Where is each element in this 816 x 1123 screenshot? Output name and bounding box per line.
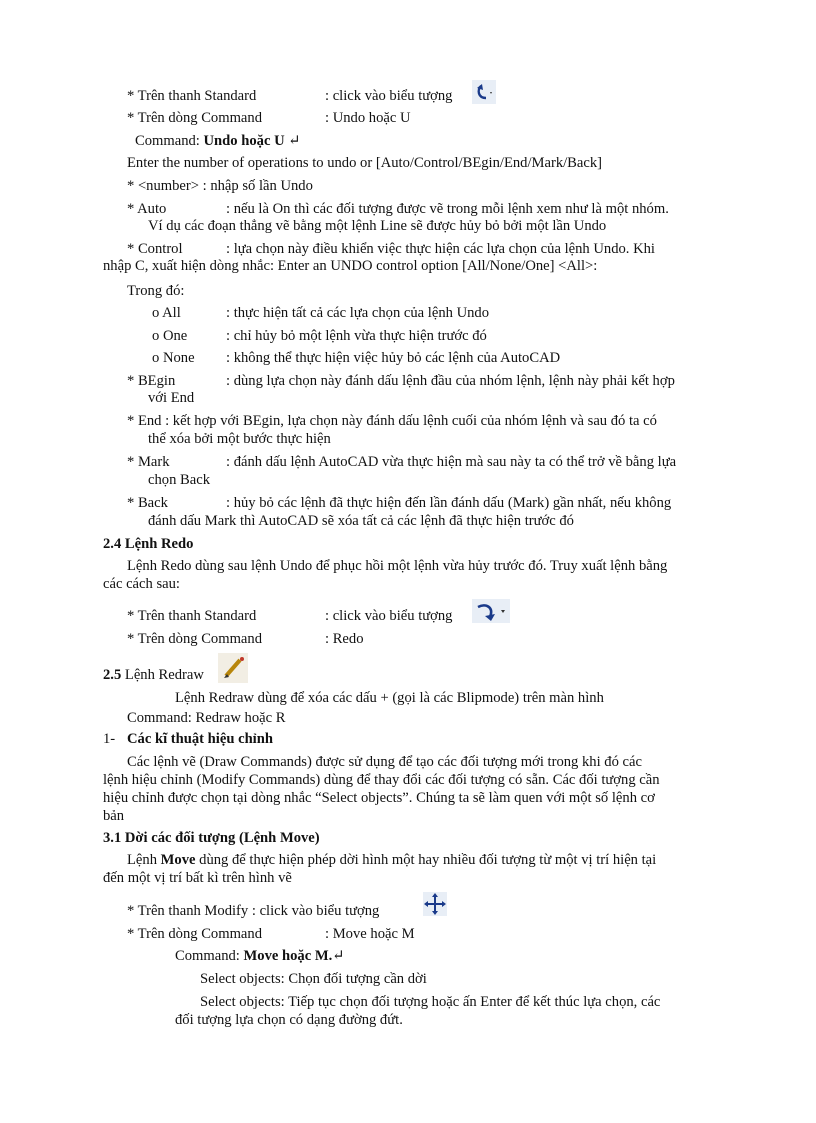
option-back-desc: : hủy bỏ các lệnh đã thực hiện đến lần đánh dấu (Mark) gần nhất, nếu không xyxy=(226,495,672,511)
modify-toolbar-line: * Trên thanh Modify : click vào biểu tượng xyxy=(127,903,380,919)
option-auto-desc-2: Ví dụ các đoạn thẳng vẽ bằng một lệnh Line sẽ được hủy bỏ bởi một lần Undo xyxy=(148,218,607,234)
sub-option-one-desc: : chỉ hủy bỏ một lệnh vừa thực hiện trước đó xyxy=(226,328,487,344)
section-title: Các kĩ thuật hiệu chỉnh xyxy=(127,731,273,747)
redraw-pencil-icon xyxy=(218,653,248,683)
option-end: * End : kết hợp với BEgin, lựa chọn này đánh dấu lệnh cuối của nhóm lệnh và sau đó ta có xyxy=(127,413,657,429)
redo-heading: 2.4 Lệnh Redo xyxy=(103,536,194,552)
section-number: 1- xyxy=(103,731,116,747)
sub-option-all: o All xyxy=(152,305,181,321)
option-auto-desc: : nếu là On thì các đối tượng được vẽ trong mỗi lệnh xem như là một nhóm. xyxy=(226,201,669,217)
command-line: * Trên dòng Command xyxy=(127,110,263,126)
standard-toolbar-value: : click vào biểu tượng xyxy=(325,88,453,104)
command-value: : Undo hoặc U xyxy=(325,110,411,126)
modify-paragraph-2: lệnh hiệu chỉnh (Modify Commands) dùng để thay đổi các đối tượng có sẵn. Các đối tượng cần xyxy=(103,772,660,788)
undo-command: Command: Undo hoặc U ↵ xyxy=(135,133,301,149)
modify-paragraph-1: Các lệnh vẽ (Draw Commands) được sử dụng để tạo các đối tượng mới trong khi đó các xyxy=(127,754,642,770)
select-objects-2: Select objects: Tiếp tục chọn đối tượng hoặc ấn Enter để kết thúc lựa chọn, các xyxy=(200,994,661,1010)
undo-prompt: Enter the number of operations to undo or [Auto/Control/BEgin/End/Mark/Back] xyxy=(127,155,603,171)
enter-key-icon: ↵ xyxy=(332,948,345,964)
redo-standard-value: : click vào biểu tượng xyxy=(325,608,453,624)
redo-paragraph: Lệnh Redo dùng sau lệnh Undo để phục hồi một lệnh vừa hủy trước đó. Truy xuất lệnh bằng xyxy=(127,558,668,574)
sub-option-none: o None xyxy=(152,350,195,366)
redraw-description: Lệnh Redraw dùng để xóa các dấu + (gọi là các Blipmode) trên màn hình xyxy=(175,690,604,706)
modify-paragraph-3: hiệu chỉnh được chọn tại dòng nhắc “Select objects”. Chúng ta sẽ làm quen với một số lệnh cơ xyxy=(103,790,655,806)
option-back-key: * Back xyxy=(127,495,168,511)
option-begin-key: * BEgin xyxy=(127,373,176,389)
undo-arrow-icon xyxy=(472,80,496,104)
select-objects-2b: đối tượng lựa chọn có dạng đường đứt. xyxy=(175,1012,403,1028)
option-control-desc: : lựa chọn này điều khiển việc thực hiện các lựa chọn của lệnh Undo. Khi xyxy=(226,241,655,257)
modify-paragraph-4: bản xyxy=(103,808,125,824)
standard-toolbar-line xyxy=(127,88,256,105)
option-mark-desc: : đánh dấu lệnh AutoCAD vừa thực hiện mà sau này ta có thể trở về bằng lựa xyxy=(226,454,677,470)
move-paragraph: Lệnh Move dùng để thực hiện phép dời hình một hay nhiều đối tượng từ một vị trí hiện tại xyxy=(127,852,657,868)
redo-paragraph-2: các cách sau: xyxy=(103,576,180,592)
option-end-2: thể xóa bởi một bước thực hiện xyxy=(148,431,331,447)
move-command-line: * Trên dòng Command xyxy=(127,926,263,942)
option-begin-desc: : dùng lựa chọn này đánh dấu lệnh đầu của nhóm lệnh, lệnh này phải kết hợp xyxy=(226,373,675,389)
sub-option-all-desc: : thực hiện tất cả các lựa chọn của lệnh Undo xyxy=(226,305,489,321)
sub-option-one: o One xyxy=(152,328,188,344)
redo-command-line: * Trên dòng Command xyxy=(127,631,263,647)
option-mark-desc-2: chọn Back xyxy=(148,472,211,488)
select-objects-1: Select objects: Chọn đối tượng cần dời xyxy=(200,971,427,987)
option-begin-desc-2: với End xyxy=(148,390,195,406)
move-command: Command: Move hoặc M.↵ xyxy=(175,948,345,964)
redo-arrow-icon xyxy=(472,599,510,623)
redraw-heading: 2.5 Lệnh Redraw xyxy=(103,667,204,683)
enter-key-icon: ↵ xyxy=(288,133,301,149)
option-control-key: * Control xyxy=(127,241,183,257)
option-mark-key: * Mark xyxy=(127,454,170,470)
option-number: * <number> : nhập số lần Undo xyxy=(127,178,313,194)
option-back-desc-2: đánh dấu Mark thì AutoCAD sẽ xóa tất cả các lệnh đã thực hiện trước đó xyxy=(148,513,574,529)
option-control-desc-2: nhập C, xuất hiện dòng nhắc: Enter an UNDO control option [All/None/One] <All>: xyxy=(103,258,598,274)
redraw-command: Command: Redraw hoặc R xyxy=(127,710,286,726)
sub-option-none-desc: : không thể thực hiện việc hủy bỏ các lệnh của AutoCAD xyxy=(226,350,561,366)
move-heading: 3.1 Dời các đối tượng (Lệnh Move) xyxy=(103,830,320,846)
option-auto-key: * Auto xyxy=(127,201,167,217)
redo-standard-line: * Trên thanh Standard xyxy=(127,608,257,624)
bullet-label: * Trên thanh Standard xyxy=(127,88,257,104)
move-command-value: : Move hoặc M xyxy=(325,926,415,942)
move-cross-icon xyxy=(423,892,447,916)
trong-do-label: Trong đó: xyxy=(127,283,185,299)
move-paragraph-2: đến một vị trí bất kì trên hình vẽ xyxy=(103,870,292,886)
redo-command-value: : Redo xyxy=(325,631,364,647)
